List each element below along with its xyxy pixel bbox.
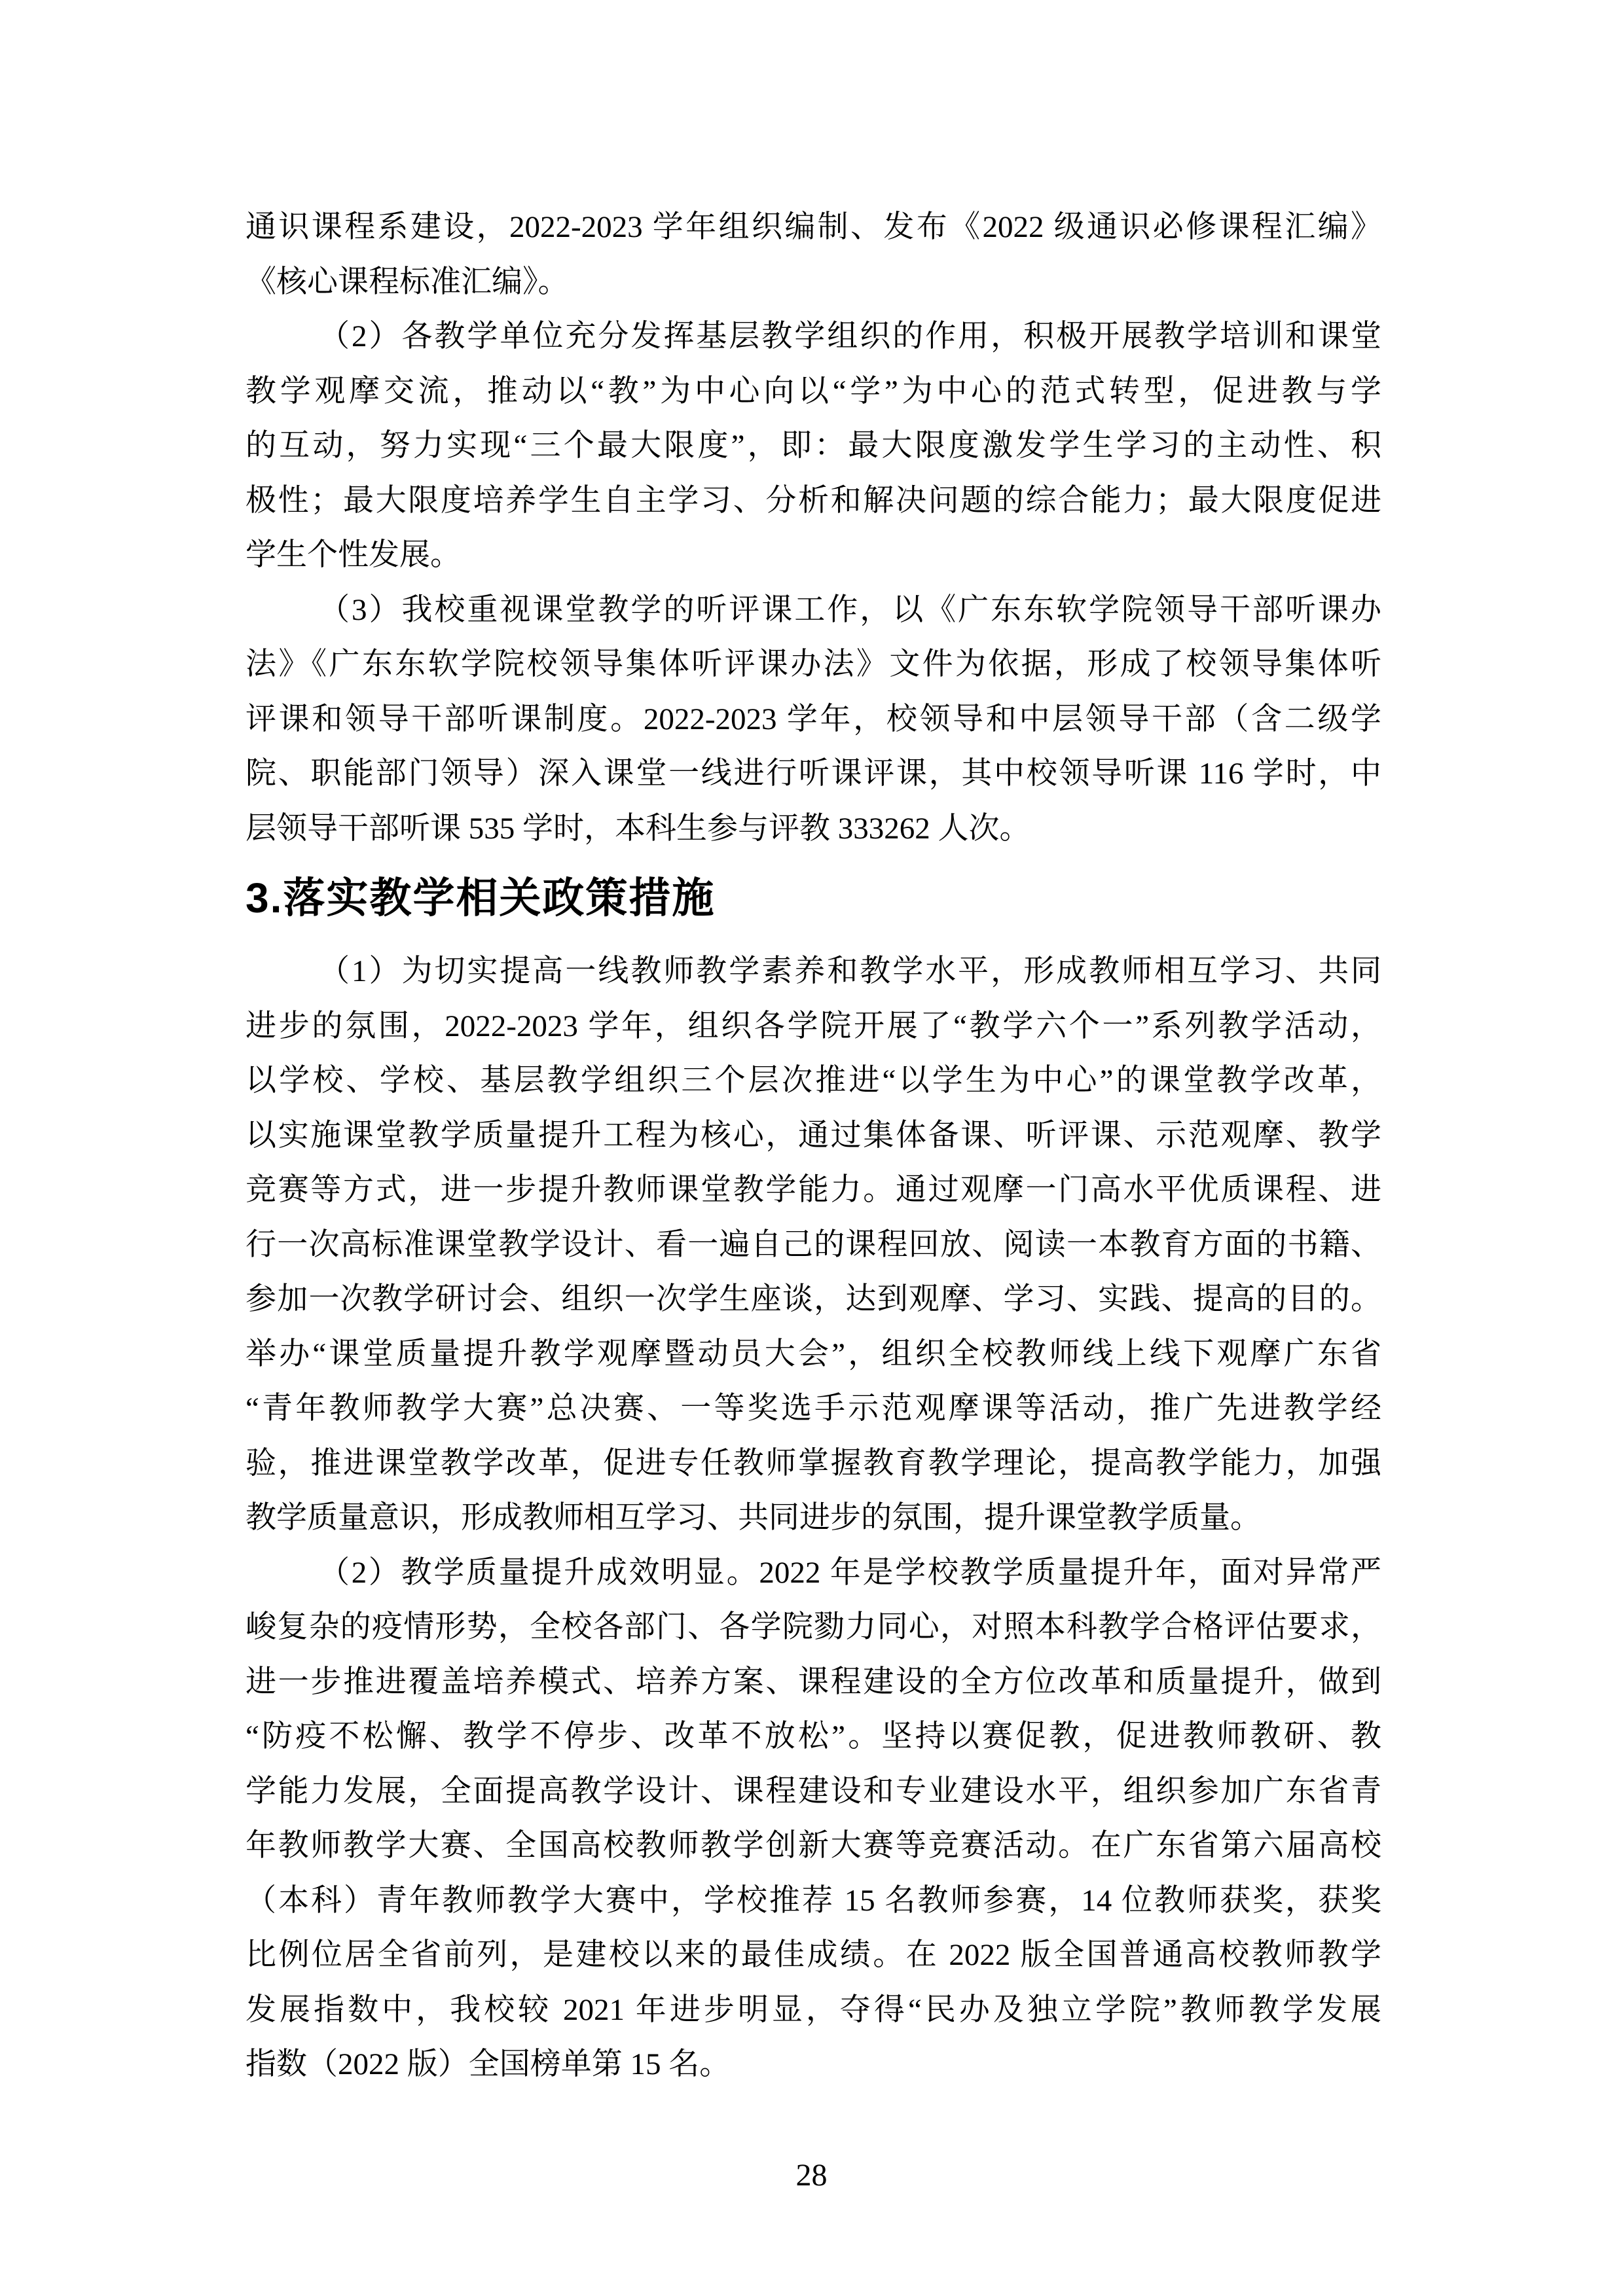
page-content — [246, 200, 1381, 2092]
paragraph — [246, 1546, 1381, 2092]
text-line: 参加一次教学研讨会、组织一次学生座谈，达到观摩、学习、实践、提高的目的。 — [246, 1282, 1381, 1316]
text-line: 评课和领导干部听课制度。2022-2023 学年，校领导和中层领导干部（含二级学 — [246, 702, 1381, 736]
text-line: 院、职能部门领导）深入课堂一线进行听课评课，其中校领导听课 116 学时，中 — [246, 757, 1381, 791]
text-line: 《核心课程标准汇编》。 — [246, 264, 569, 299]
paragraph — [246, 200, 1381, 310]
paragraph — [246, 583, 1381, 857]
text-line: （1）为切实提高一线教师教学素养和教学水平，形成教师相互学习、共同 — [319, 954, 1381, 988]
text-line: 行一次高标准课堂教学设计、看一遍自己的课程回放、阅读一本教育方面的书籍、 — [246, 1227, 1381, 1262]
text-line: 以学校、学校、基层教学组织三个层次推进“以学生为中心”的课堂教学改革， — [246, 1064, 1381, 1098]
text-line: 以实施课堂教学质量提升工程为核心，通过集体备课、听评课、示范观摩、教学 — [246, 1118, 1381, 1153]
text-line: 教学质量意识，形成教师相互学习、共同进步的氛围，提升课堂教学质量。 — [246, 1501, 1261, 1535]
text-line: “青年教师教学大赛”总决赛、一等奖选手示范观摩课等活动，推广先进教学经 — [246, 1391, 1381, 1426]
text-line: 的互动，努力实现“三个最大限度”，即：最大限度激发学生学习的主动性、积 — [246, 429, 1381, 463]
text-line: 学能力发展，全面提高教学设计、课程建设和专业建设水平，组织参加广东省青 — [246, 1774, 1381, 1808]
page-number: 28 — [795, 2158, 828, 2193]
paragraph — [246, 944, 1381, 1546]
text-line: （2）教学质量提升成效明显。2022 年是学校教学质量提升年，面对异常严 — [319, 1555, 1381, 1590]
paragraph — [246, 310, 1381, 583]
text-line: 比例位居全省前列，是建校以来的最佳成绩。在 2022 版全国普通高校教师教学 — [246, 1938, 1381, 1972]
text-line: 进步的氛围，2022-2023 学年，组织各学院开展了“教学六个一”系列教学活动， — [246, 1009, 1381, 1043]
text-line: 峻复杂的疫情形势，全校各部门、各学院勠力同心，对照本科教学合格评估要求， — [246, 1610, 1381, 1644]
text-line: 发展指数中，我校较 2021 年进步明显，夺得“民办及独立学院”教师教学发展 — [246, 1992, 1381, 2027]
text-line: 学生个性发展。 — [246, 538, 461, 572]
text-line: （3）我校重视课堂教学的听评课工作，以《广东东软学院领导干部听课办 — [319, 592, 1381, 627]
text-line: 举办“课堂质量提升教学观摩暨动员大会”，组织全校教师线上线下观摩广东省 — [246, 1336, 1381, 1371]
text-line: 教学观摩交流，推动以“教”为中心向以“学”为中心的范式转型，促进教与学 — [246, 374, 1381, 408]
text-line: 指数（2022 版）全国榜单第 15 名。 — [246, 2047, 731, 2081]
text-line: （本科）青年教师教学大赛中，学校推荐 15 名教师参赛，14 位教师获奖，获奖 — [246, 1883, 1381, 1918]
text-line: 年教师教学大赛、全国高校教师教学创新大赛等竞赛活动。在广东省第六届高校 — [246, 1829, 1381, 1863]
text-line: 竞赛等方式，进一步提升教师课堂教学能力。通过观摩一门高水平优质课程、进 — [246, 1173, 1381, 1207]
text-line: 法》《广东东软学院校领导集体听评课办法》文件为依据，形成了校领导集体听 — [246, 647, 1381, 681]
text-line: （2）各教学单位充分发挥基层教学组织的作用，积极开展教学培训和课堂 — [319, 319, 1381, 353]
section-heading: 3.落实教学相关政策措施 — [246, 874, 716, 922]
text-line: 极性；最大限度培养学生自主学习、分析和解决问题的综合能力；最大限度促进 — [246, 483, 1381, 518]
text-line: 验，推进课堂教学改革，促进专任教师掌握教育教学理论，提高教学能力，加强 — [246, 1446, 1381, 1480]
text-line: 通识课程系建设，2022-2023 学年组织编制、发布《2022 级通识必修课程汇编》 — [246, 210, 1381, 244]
text-line: 层领导干部听课 535 学时，本科生参与评教 333262 人次。 — [246, 811, 1030, 846]
text-line: “防疫不松懈、教学不停步、改革不放松”。坚持以赛促教，促进教师教研、教 — [246, 1719, 1381, 1753]
text-line: 进一步推进覆盖培养模式、培养方案、课程建设的全方位改革和质量提升，做到 — [246, 1664, 1381, 1699]
